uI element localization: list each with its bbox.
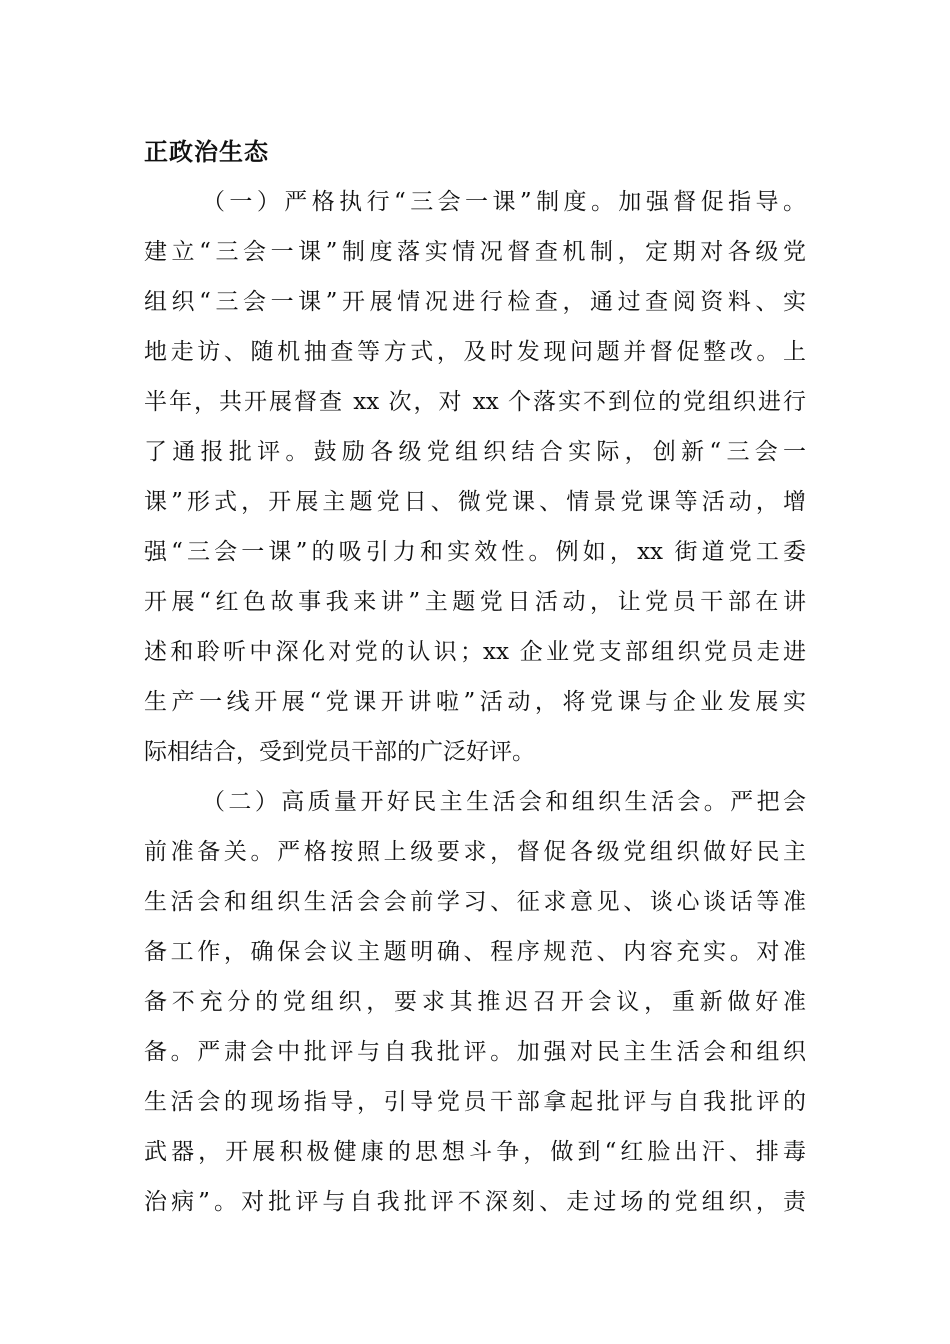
paragraph-line: 地走访、随机抽查等方式，及时发现问题并督促整改。上 [144, 339, 806, 365]
paragraph-line: 述和聆听中深化对党的认识；xx 企业党支部组织党员走进 [144, 639, 806, 665]
paragraph-line: 生活会和组织生活会会前学习、征求意见、谈心谈话等准 [144, 889, 806, 915]
paragraph-line: 备工作，确保会议主题明确、程序规范、内容充实。对准 [144, 939, 806, 965]
paragraph-1 [144, 177, 806, 777]
paragraph-line: 生产一线开展“党课开讲啦”活动，将党课与企业发展实 [144, 689, 806, 715]
paragraph-line: 备不充分的党组织，要求其推迟召开会议，重新做好准 [144, 989, 806, 1015]
paragraph-line: 生活会的现场指导，引导党员干部拿起批评与自我批评的 [144, 1089, 806, 1115]
paragraph-line: 组织“三会一课”开展情况进行检查，通过查阅资料、实 [144, 289, 806, 315]
paragraph-line: 治病”。对批评与自我批评不深刻、走过场的党组织，责 [144, 1189, 806, 1215]
paragraph-line: 强“三会一课”的吸引力和实效性。例如，xx 街道党工委 [144, 539, 806, 565]
paragraph-line: （二）高质量开好民主生活会和组织生活会。严把会 [202, 789, 806, 815]
paragraph-line: 前准备关。严格按照上级要求，督促各级党组织做好民主 [144, 839, 806, 865]
paragraph-line: 武器，开展积极健康的思想斗争，做到“红脸出汗、排毒 [144, 1139, 806, 1165]
paragraph-line: 半年，共开展督查 xx 次，对 xx 个落实不到位的党组织进行 [144, 389, 806, 415]
paragraph-line: 课”形式，开展主题党日、微党课、情景党课等活动，增 [144, 489, 806, 515]
paragraph-2 [144, 777, 806, 1227]
document-body [144, 127, 806, 1227]
paragraph-line: 开展“红色故事我来讲”主题党日活动，让党员干部在讲 [144, 589, 806, 615]
section-heading: 正政治生态 [144, 138, 269, 166]
paragraph-line: 建立“三会一课”制度落实情况督查机制，定期对各级党 [144, 239, 806, 265]
paragraph-line: 际相结合，受到党员干部的广泛好评。 [144, 739, 535, 765]
paragraph-line: 备。严肃会中批评与自我批评。加强对民主生活会和组织 [144, 1039, 806, 1065]
paragraph-line: （一）严格执行“三会一课”制度。加强督促指导。 [202, 189, 806, 215]
paragraph-line: 了通报批评。鼓励各级党组织结合实际，创新“三会一 [144, 439, 806, 465]
